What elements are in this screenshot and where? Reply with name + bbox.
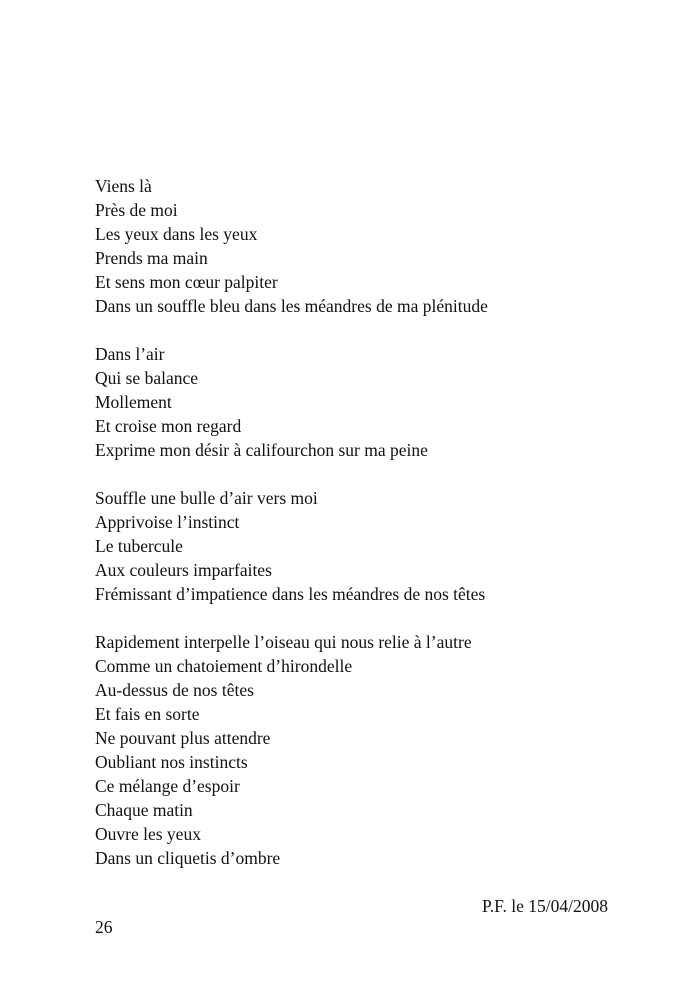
poem-line: Mollement: [95, 392, 172, 412]
poem-line: Et sens mon cœur palpiter: [95, 272, 278, 292]
poem-line: Frémissant d’impatience dans les méandres de nos têtes: [95, 584, 486, 604]
poem-line: Apprivoise l’instinct: [95, 512, 240, 532]
poem-line: Ne pouvant plus attendre: [95, 728, 271, 748]
poem-line: Le tubercule: [95, 536, 183, 556]
poem-line: Et fais en sorte: [95, 704, 200, 724]
poem-line: Dans l’air: [95, 344, 165, 364]
signature: P.F. le 15/04/2008: [482, 896, 608, 916]
poem-line: Dans un cliquetis d’ombre: [95, 848, 281, 868]
poem-line: Ce mélange d’espoir: [95, 776, 240, 796]
poem-line: Oubliant nos instincts: [95, 752, 248, 772]
poem-line: Dans un souffle bleu dans les méandres de ma plénitude: [95, 296, 488, 316]
poem-line: Exprime mon désir à califourchon sur ma peine: [95, 440, 428, 460]
poem-line: Ouvre les yeux: [95, 824, 201, 844]
poem: [95, 174, 635, 894]
poem-line: Chaque matin: [95, 800, 193, 820]
poem-line: Rapidement interpelle l’oiseau qui nous relie à l’autre: [95, 632, 472, 652]
page-number: 26: [95, 917, 113, 937]
poem-line: Au-dessus de nos têtes: [95, 680, 254, 700]
poem-line: Prends ma main: [95, 248, 208, 268]
stanza-2: [95, 342, 635, 462]
poem-line: Aux couleurs imparfaites: [95, 560, 272, 580]
poem-line: Les yeux dans les yeux: [95, 224, 258, 244]
poem-line: Et croise mon regard: [95, 416, 242, 436]
poem-line: Qui se balance: [95, 368, 199, 388]
stanza-4: [95, 630, 635, 870]
stanza-1: [95, 174, 635, 318]
poem-line: Comme un chatoiement d’hirondelle: [95, 656, 353, 676]
stanza-3: [95, 486, 635, 606]
poem-line: Viens là: [95, 176, 152, 196]
poem-line: Près de moi: [95, 200, 178, 220]
poem-line: Souffle une bulle d’air vers moi: [95, 488, 318, 508]
